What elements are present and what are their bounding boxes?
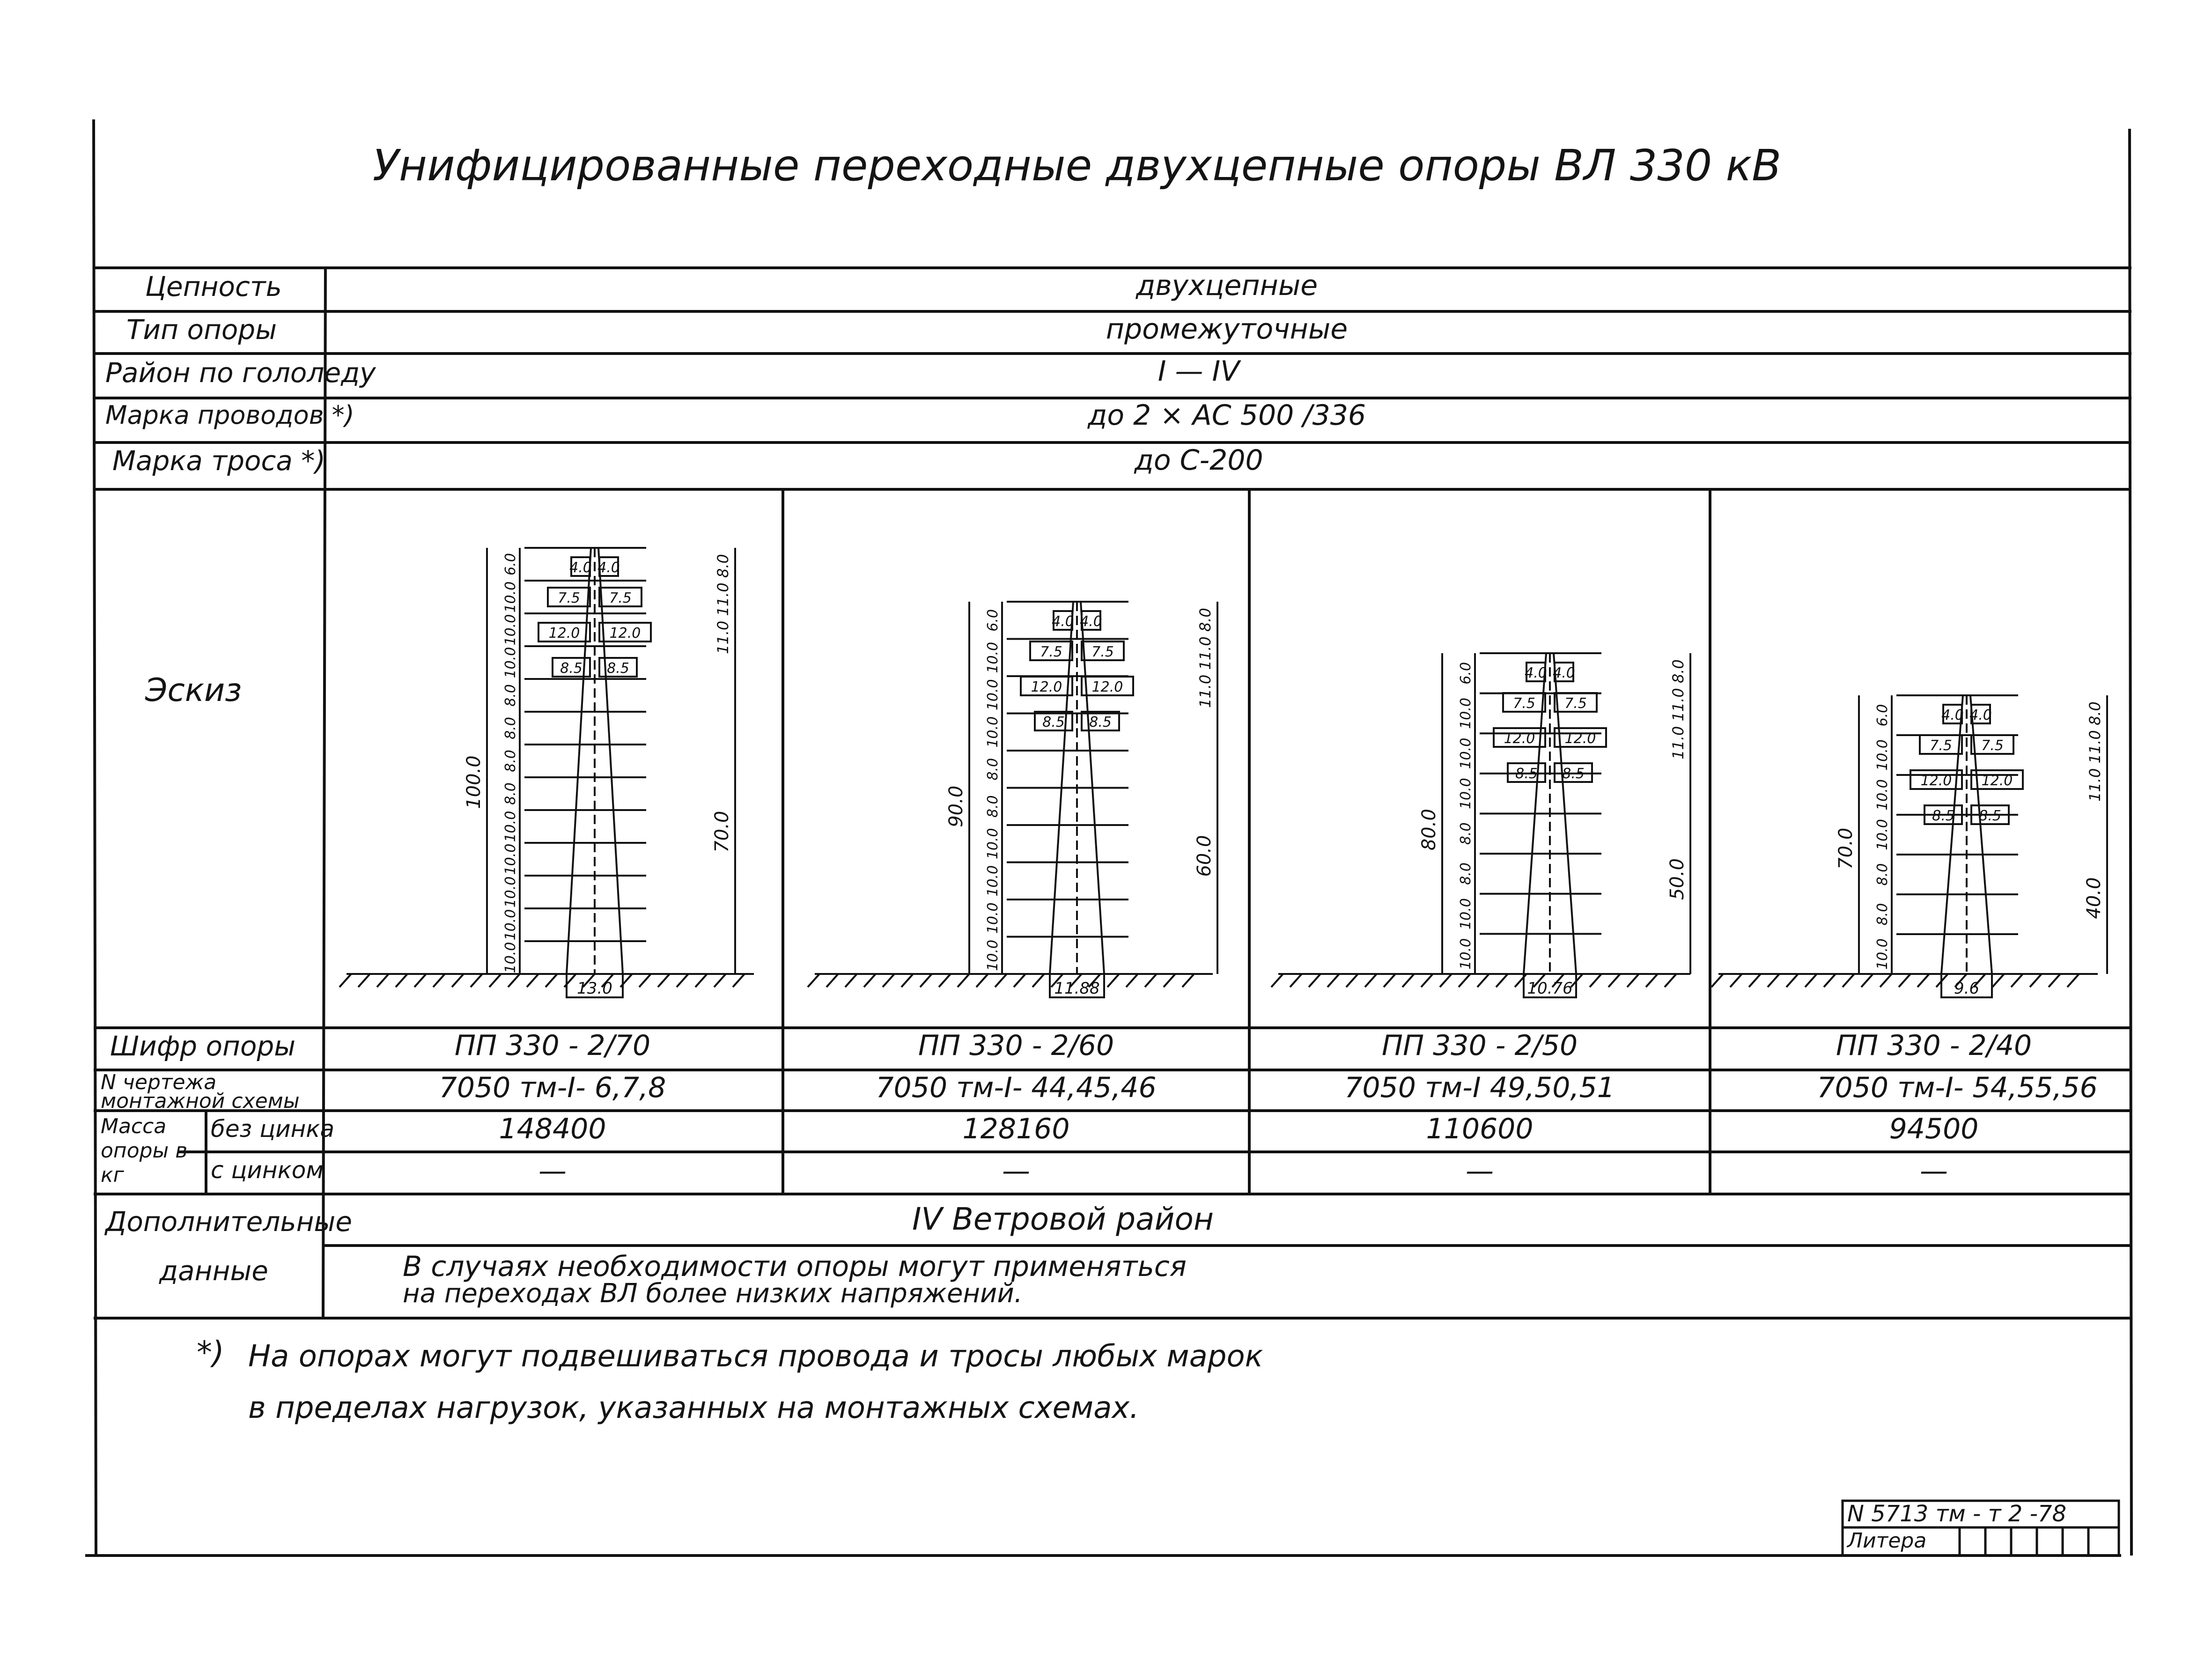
ground-hatch <box>958 974 969 987</box>
crossarm-label: 8.5 <box>560 660 582 677</box>
tower-base-label: 13.0 <box>577 979 612 998</box>
tower-lower-height: 70.0 <box>711 811 733 853</box>
section-height: 10.0 <box>1458 898 1474 929</box>
ground-hatch <box>1145 974 1157 987</box>
crossarm-label: 7.5 <box>1513 695 1535 712</box>
stamp-doc-number: N 5713 тм - т 2 -78 <box>1847 1501 2066 1527</box>
section-height: 6.0 <box>1874 704 1891 727</box>
tower-2-mass: 128160 <box>962 1113 1070 1145</box>
ground-hatch <box>396 974 407 987</box>
ground-hatch <box>1917 974 1929 987</box>
crossarm-label: 7.5 <box>1930 737 1952 754</box>
tower-total-height: 100.0 <box>463 755 485 809</box>
wind-region: IV Ветровой район <box>912 1201 1214 1237</box>
tower-2-sketch <box>808 602 1217 997</box>
tower-3-mass-zinc: — <box>1466 1155 1494 1187</box>
ground-hatch <box>1402 974 1414 987</box>
section-height: 8.0 <box>502 782 519 805</box>
tower-total-height: 90.0 <box>945 785 967 827</box>
ground-hatch <box>1992 974 2004 987</box>
tower-1-code: ПП 330 - 2/70 <box>454 1029 651 1062</box>
crossarm-label: 12.0 <box>609 625 641 641</box>
ground-hatch <box>1730 974 1742 987</box>
row-label-ground-wire: Марка троса *) <box>112 445 325 477</box>
section-height: 10.0 <box>502 581 519 613</box>
ground-hatch <box>1182 974 1194 987</box>
crossarm-label: 8.5 <box>1089 714 1112 730</box>
tower-4-mass-zinc: — <box>1920 1155 1948 1187</box>
ground-hatch <box>1899 974 1910 987</box>
section-height: 10.0 <box>985 641 1001 673</box>
row-value-conductor: до 2 × АС 500 /336 <box>1087 399 1366 432</box>
section-height: 8.0 <box>1458 822 1474 845</box>
ground-hatch <box>1107 974 1119 987</box>
row-label-mass: Масса опоры в кг <box>101 1114 188 1187</box>
ground-hatch <box>826 974 838 987</box>
section-height: 10.0 <box>1874 938 1891 970</box>
section-height: 8.0 <box>1458 863 1474 885</box>
ground-hatch <box>1843 974 1854 987</box>
section-height: 10.0 <box>1458 698 1474 729</box>
row-label-ice-region: Район по гололеду <box>105 357 376 389</box>
ground-hatch <box>433 974 445 987</box>
tower-upper-heights: 11.0 11.0 8.0 <box>2086 701 2104 802</box>
section-height: 10.0 <box>985 679 1001 711</box>
crossarm-label: 7.5 <box>1564 695 1587 712</box>
section-height: 10.0 <box>502 811 519 842</box>
ground-hatch <box>1384 974 1395 987</box>
section-height: 8.0 <box>502 750 519 772</box>
ground-hatch <box>1627 974 1639 987</box>
ground-hatch <box>1749 974 1761 987</box>
tower-2-drawing: 7050 тм-I- 44,45,46 <box>876 1071 1157 1104</box>
crossarm-label: 4.0 <box>1080 613 1102 630</box>
section-height: 10.0 <box>1874 819 1891 850</box>
ground-hatch <box>1768 974 1779 987</box>
crossarm-label: 8.5 <box>1562 766 1585 782</box>
row-label-drawing-no: N чертежа монтажной схемы <box>101 1070 300 1113</box>
tower-lower-height: 50.0 <box>1666 858 1688 900</box>
crossarm-label: 12.0 <box>1920 773 1952 789</box>
section-height: 6.0 <box>985 609 1001 632</box>
ground-hatch <box>901 974 913 987</box>
section-height: 10.0 <box>502 647 519 678</box>
section-height: 10.0 <box>985 716 1001 748</box>
ground-hatch <box>1126 974 1138 987</box>
ground-hatch <box>1496 974 1508 987</box>
section-height: 10.0 <box>1458 778 1474 810</box>
tower-4-code: ПП 330 - 2/40 <box>1836 1029 2032 1062</box>
ground-hatch <box>845 974 857 987</box>
crossarm-label: 8.5 <box>1515 766 1538 782</box>
section-height: 8.0 <box>502 717 519 739</box>
tower-2-code: ПП 330 - 2/60 <box>918 1029 1114 1062</box>
section-height: 8.0 <box>985 795 1001 818</box>
ground-hatch <box>976 974 988 987</box>
tower-base-label: 11.88 <box>1054 979 1100 998</box>
section-height: 10.0 <box>985 902 1001 934</box>
tower-upper-heights: 11.0 11.0 8.0 <box>1196 608 1214 708</box>
tower-lower-height: 60.0 <box>1194 835 1215 877</box>
ground-hatch <box>1805 974 1817 987</box>
ground-hatch <box>1271 974 1283 987</box>
crossarm-label: 8.5 <box>607 660 629 677</box>
tower-3-sketch <box>1271 653 1690 997</box>
ground-hatch <box>1786 974 1798 987</box>
ground-hatch <box>920 974 932 987</box>
crossarm-label: 8.5 <box>1932 808 1954 824</box>
tower-upper-heights: 11.0 11.0 8.0 <box>1669 659 1687 759</box>
tower-total-height: 80.0 <box>1418 809 1440 851</box>
crossarm-label: 12.0 <box>548 625 580 641</box>
crossarm-label: 12.0 <box>1504 730 1535 747</box>
section-height: 10.0 <box>1874 739 1891 771</box>
tower-2-mass-zinc: — <box>1002 1155 1030 1187</box>
ground-hatch <box>695 974 707 987</box>
ground-hatch <box>1309 974 1320 987</box>
crossarm-label: 4.0 <box>1941 707 1964 723</box>
section-height: 10.0 <box>985 939 1001 971</box>
ground-hatch <box>1014 974 1025 987</box>
section-height: 8.0 <box>502 684 519 707</box>
row-value-ground-wire: до С-200 <box>1134 444 1263 477</box>
ground-hatch <box>658 974 670 987</box>
mass-with-zinc-label: с цинком <box>211 1157 324 1184</box>
tower-sketches <box>339 548 2107 998</box>
row-label-additional-2: данные <box>159 1255 268 1287</box>
crossarm-label: 4.0 <box>1969 707 1992 723</box>
ground-hatch <box>995 974 1007 987</box>
ground-hatch <box>1459 974 1470 987</box>
row-value-ice-region: I — IV <box>1158 355 1240 388</box>
ground-hatch <box>1711 974 1723 987</box>
tower-base-label: 9.6 <box>1954 979 1980 998</box>
ground-hatch <box>1327 974 1339 987</box>
row-label-tower-type: Тип опоры <box>126 314 277 346</box>
ground-hatch <box>2030 974 2042 987</box>
crossarm-label: 4.0 <box>1052 613 1074 630</box>
frame-left <box>94 119 96 1557</box>
tower-3-code: ПП 330 - 2/50 <box>1381 1029 1578 1062</box>
ground-hatch <box>489 974 501 987</box>
ground-hatch <box>1880 974 1892 987</box>
crossarm-label: 7.5 <box>1981 737 2004 754</box>
tower-4-sketch <box>1711 695 2107 997</box>
row-label-code: Шифр опоры <box>110 1030 296 1062</box>
mass-no-zinc-label: без цинка <box>211 1115 335 1143</box>
crossarm-label: 8.5 <box>1042 714 1065 730</box>
tower-1-sketch <box>339 548 754 997</box>
section-height: 8.0 <box>985 758 1001 781</box>
crossarm-label: 8.5 <box>1979 808 2001 824</box>
ground-hatch <box>1590 974 1601 987</box>
tower-3-drawing: 7050 тм-I 49,50,51 <box>1344 1071 1615 1104</box>
ground-hatch <box>1421 974 1433 987</box>
tower-1-drawing: 7050 тм-I- 6,7,8 <box>439 1071 666 1104</box>
ground-hatch <box>377 974 389 987</box>
ground-hatch <box>1608 974 1620 987</box>
row-label-circuits: Цепность <box>145 271 282 302</box>
section-height: 6.0 <box>1458 662 1474 685</box>
ground-hatch <box>546 974 557 987</box>
tower-base-label: 10.76 <box>1527 979 1573 998</box>
section-height: 10.0 <box>1458 737 1474 769</box>
ground-hatch <box>1477 974 1489 987</box>
section-height: 10.0 <box>1874 779 1891 811</box>
ground-hatch <box>471 974 482 987</box>
crossarm-label: 7.5 <box>609 590 632 606</box>
row-label-additional-1: Дополнительные <box>105 1206 353 1238</box>
ground-hatch <box>677 974 688 987</box>
ground-hatch <box>1346 974 1358 987</box>
crossarm-label: 12.0 <box>1981 773 2013 789</box>
crossarm-label: 4.0 <box>1553 665 1575 681</box>
section-height: 8.0 <box>1874 903 1891 926</box>
footnote-line-1: На опорах могут подвешиваться провода и тросы любых марок <box>248 1339 1263 1374</box>
crossarm-label: 4.0 <box>1525 665 1547 681</box>
ground-hatch <box>1861 974 1873 987</box>
tower-1-mass: 148400 <box>499 1113 606 1145</box>
crossarm-label: 4.0 <box>569 560 592 576</box>
ground-hatch <box>2067 974 2079 987</box>
tower-4-mass: 94500 <box>1889 1113 1979 1145</box>
footnote-marker: *) <box>197 1335 224 1371</box>
ground-hatch <box>508 974 520 987</box>
section-height: 6.0 <box>502 553 519 575</box>
row-value-tower-type: промежуточные <box>1106 313 1348 346</box>
footnote-line-2: в пределах нагрузок, указанных на монтажных схемах. <box>248 1391 1139 1425</box>
section-height: 10.0 <box>985 865 1001 897</box>
ground-hatch <box>339 974 351 987</box>
crossarm-label: 7.5 <box>558 590 580 606</box>
note-line-1: В случаях необходимости опоры могут применяться <box>403 1250 1187 1283</box>
crossarm-label: 7.5 <box>1091 644 1114 660</box>
ground-hatch <box>414 974 426 987</box>
section-height: 10.0 <box>502 843 519 875</box>
section-height: 8.0 <box>1874 863 1891 886</box>
ground-hatch <box>527 974 538 987</box>
tower-lower-height: 40.0 <box>2083 877 2105 919</box>
ground-hatch <box>1032 974 1044 987</box>
frame-right <box>2130 129 2131 1556</box>
tower-3-mass: 110600 <box>1426 1113 1534 1145</box>
tower-leg <box>567 548 591 974</box>
crossarm-label: 12.0 <box>1091 679 1123 695</box>
ground-hatch <box>1164 974 1175 987</box>
tower-total-height: 70.0 <box>1835 827 1857 870</box>
ground-hatch <box>939 974 951 987</box>
ground-hatch <box>2011 974 2023 987</box>
section-height: 10.0 <box>502 614 519 646</box>
ground-hatch <box>1824 974 1836 987</box>
tower-1-mass-zinc: — <box>538 1155 567 1187</box>
ground-hatch <box>714 974 726 987</box>
ground-hatch <box>1290 974 1302 987</box>
section-height: 10.0 <box>985 828 1001 860</box>
tower-4-drawing: 7050 тм-I- 54,55,56 <box>1817 1071 2098 1104</box>
section-height: 10.0 <box>502 876 519 908</box>
ground-hatch <box>1665 974 1676 987</box>
ground-hatch <box>2049 974 2060 987</box>
ground-hatch <box>883 974 894 987</box>
ground-hatch <box>864 974 876 987</box>
crossarm-label: 12.0 <box>1031 679 1062 695</box>
ground-hatch <box>808 974 819 987</box>
crossarm-label: 7.5 <box>1040 644 1062 660</box>
ground-hatch <box>358 974 370 987</box>
note-line-2: на переходах ВЛ более низких напряжений. <box>403 1278 1023 1309</box>
row-value-circuits: двухцепные <box>1135 269 1318 302</box>
row-label-conductor: Марка проводов *) <box>105 400 354 430</box>
section-height: 10.0 <box>502 942 519 973</box>
ground-hatch <box>452 974 464 987</box>
ground-hatch <box>1646 974 1658 987</box>
ground-hatch <box>733 974 745 987</box>
stamp-litera: Литера <box>1847 1529 1927 1553</box>
row-label-sketch: Эскиз <box>145 672 242 709</box>
ground-hatch <box>1440 974 1452 987</box>
ground-hatch <box>1365 974 1377 987</box>
ground-hatch <box>639 974 651 987</box>
crossarm-label: 4.0 <box>597 560 620 576</box>
ground-hatch <box>1515 974 1526 987</box>
tower-upper-heights: 11.0 11.0 8.0 <box>714 554 732 654</box>
section-height: 10.0 <box>1458 938 1474 970</box>
page-title: Унифицированные переходные двухцепные опоры ВЛ 330 кВ <box>372 140 1782 191</box>
tower-leg <box>598 548 623 974</box>
crossarm-label: 12.0 <box>1564 730 1596 747</box>
section-height: 10.0 <box>502 909 519 941</box>
